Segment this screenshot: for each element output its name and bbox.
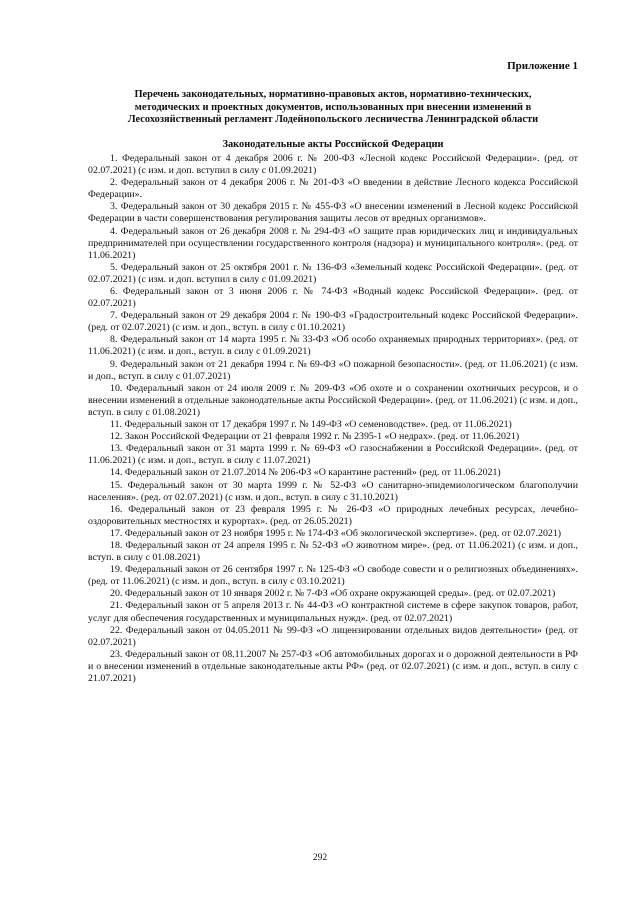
- page-number: 292: [312, 853, 328, 863]
- law-list-item: 2. Федеральный закон от 4 декабря 2006 г. № 201-ФЗ «О введении в действие Лесного кодекса Российской Федерации».: [88, 177, 578, 201]
- law-list-item: 7. Федеральный закон от 29 декабря 2004 г. № 190-ФЗ «Градостроительный кодекс Российской Федерации». (ред. от 02.07.2021) (с изм. и доп., вступ. в силу с 01.10.2021): [88, 310, 578, 334]
- law-list-item: 20. Федеральный закон от 10 января 2002 г. № 7-ФЗ «Об охране окружающей среды». (ред. от 02.07.2021): [110, 588, 556, 600]
- law-list-item: 9. Федеральный закон от 21 декабря 1994 г. № 69-ФЗ «О пожарной безопасности». (ред. от 11.06.2021) (с изм. и доп., вступ. в силу с 01.07.2021): [88, 358, 578, 382]
- law-list-item: 11. Федеральный закон от 17 декабря 1997 г. № 149-ФЗ «О семеноводстве». (ред. от 11.06.2021): [110, 419, 512, 431]
- law-list-item: 4. Федеральный закон от 26 декабря 2008 г. № 294-ФЗ «О защите прав юридических лиц и индивидуальных предпринимателей при осуществлении государственного контроля (надзора) и муниципального контроля». (ред. от 11.06.2021): [88, 225, 578, 261]
- document-title-line: Перечень законодательных, нормативно-правовых актов, нормативно-технических,: [134, 89, 532, 101]
- law-list-item: 16. Федеральный закон от 23 февраля 1995 г. № 26-ФЗ «О природных лечебных ресурсах, лечебно-оздоровительных местностях и курортах». (ред. от 26.05.2021): [88, 503, 578, 527]
- document-title-line: методических и проектных документов, использованных при внесении изменений в: [134, 101, 532, 113]
- law-list-item: 23. Федеральный закон от 08.11.2007 № 257-ФЗ «Об автомобильных дорогах и о дорожной деятельности в РФ и о внесении изменений в отдельные законодательные акты РФ» (ред. от 02.07.2021) (с изм. и доп., вступ. в силу с 21.07.2021): [88, 648, 578, 684]
- appendix-label: Приложение 1: [507, 60, 578, 72]
- law-list-item: 14. Федеральный закон от 21.07.2014 № 206-ФЗ «О карантине растений» (ред. от 11.06.2021): [110, 467, 501, 479]
- law-list: [88, 153, 578, 685]
- law-list-item: 3. Федеральный закон от 30 декабря 2015 г. № 455-ФЗ «О внесении изменений в Лесной кодекс Российской Федерации в части совершенствования регулирования защиты лесов от вредных организмов».: [88, 201, 578, 225]
- law-list-item: 1. Федеральный закон от 4 декабря 2006 г. № 200-ФЗ «Лесной кодекс Российской Федерации». (ред. от 02.07.2021) (с изм. и доп. вступил в силу с 01.09.2021): [88, 152, 578, 177]
- law-list-item: 8. Федеральный закон от 14 марта 1995 г. № 33-ФЗ «Об особо охраняемых природных территориях». (ред. от 11.06.2021) (с изм. и доп., вступ. в силу с 01.09.2021): [88, 334, 578, 358]
- law-list-item: 5. Федеральный закон от 25 октября 2001 г. № 136-ФЗ «Земельный кодекс Российской Федерации». (ред. от 02.07.2021) (с изм. и доп. вступил в силу с 01.09.2021): [88, 261, 578, 285]
- law-list-item: 17. Федеральный закон от 23 ноября 1995 г. № 174-ФЗ «Об экологической экспертизе». (ред. от 02.07.2021): [110, 527, 562, 539]
- law-list-item: 10. Федеральный закон от 24 июля 2009 г. № 209-ФЗ «Об охоте и о сохранении охотничьих ресурсов, и о внесении изменений в отдельные законодательные акты Российской Федерации». (ред. от 11.06.2021) (с изм. и доп., вступ. в силу с 01.08.2021): [88, 382, 578, 418]
- document-title: [88, 89, 578, 127]
- law-list-item: 22. Федеральный закон от 04.05.2011 № 99-ФЗ «О лицензировании отдельных видов деятельности» (ред. от 02.07.2021): [88, 624, 578, 648]
- law-list-item: 12. Закон Российской Федерации от 21 февраля 1992 г. № 2395-1 «О недрах». (ред. от 11.06.2021): [110, 431, 520, 443]
- document-title-line: Лесохозяйственный регламент Лодейнопольского лесничества Ленинградской области: [127, 114, 539, 126]
- law-list-item: 13. Федеральный закон от 31 марта 1999 г. № 69-ФЗ «О газоснабжении в Российской Федерации». (ред. от 11.06.2021) (с изм. и доп., вступ. в силу с 11.07.2021): [88, 443, 578, 467]
- law-list-item: 19. Федеральный закон от 26 сентября 1997 г. № 125-ФЗ «О свободе совести и о религиозных объединениях». (ред. от 11.06.2021) (с изм. и доп., вступ. в силу с 03.10.2021): [88, 564, 578, 588]
- law-list-item: 6. Федеральный закон от 3 июня 2006 г. № 74-ФЗ «Водный кодекс Российской Федерации». (ред. от 02.07.2021): [88, 286, 578, 310]
- law-list-item: 18. Федеральный закон от 24 апреля 1995 г. № 52-ФЗ «О животном мире». (ред. от 11.06.2021) (с изм. и доп., вступ. в силу с 01.08.2021): [88, 539, 578, 564]
- law-list-item: 15. Федеральный закон от 30 марта 1999 г. № 52-ФЗ «О санитарно-эпидемиологическом благополучии населения». (ред. от 02.07.2021) (с изм. и доп., вступ. в силу с 31.10.2021): [88, 479, 578, 503]
- section-title: Законодательные акты Российской Федерации: [222, 138, 444, 150]
- law-list-item: 21. Федеральный закон от 5 апреля 2013 г. № 44-ФЗ «О контрактной системе в сфере закупок товаров, работ, услуг для обеспечения государственных и муниципальных нужд». (ред. от 02.07.2021): [88, 600, 578, 624]
